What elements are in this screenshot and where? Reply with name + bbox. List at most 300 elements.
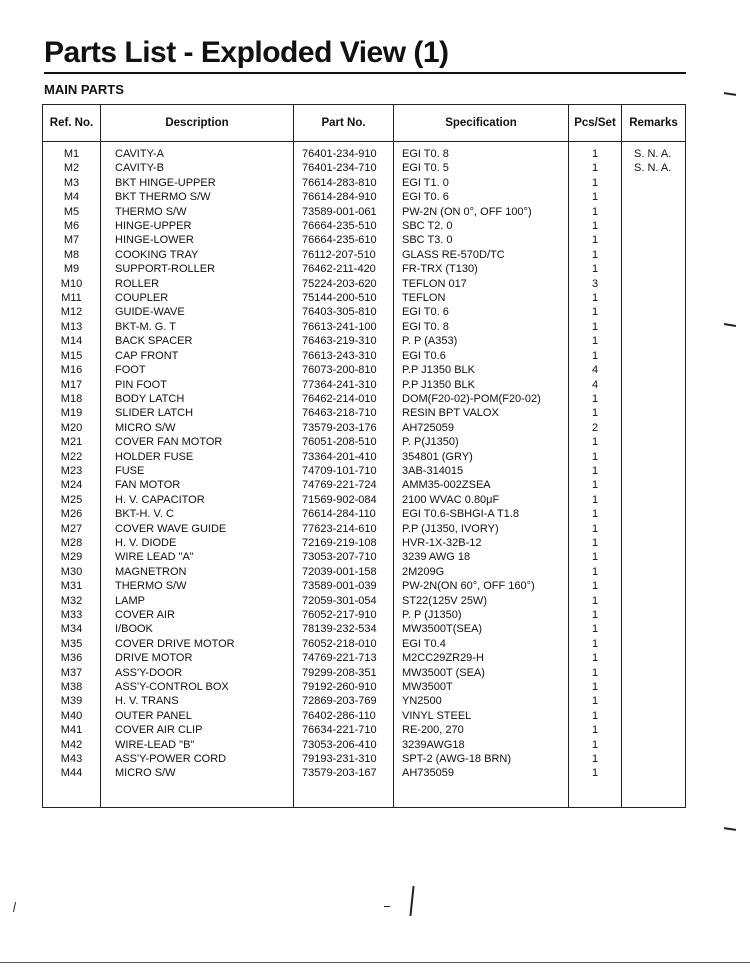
cell-specification: 2100 WVAC 0.80μF (394, 493, 569, 507)
cell-specification: EGI T0.6 (394, 349, 569, 363)
cell-specification: M2CC29ZR29-H (394, 651, 569, 665)
cell-pcs-set: 1 (569, 536, 622, 550)
cell-ref-no: M33 (43, 608, 101, 622)
header-specification: Specification (394, 105, 569, 142)
cell-remarks (622, 622, 686, 636)
table-row (43, 378, 686, 392)
cell-ref-no: M34 (43, 622, 101, 636)
cell-description: LAMP (101, 594, 294, 608)
cell-ref-no: M28 (43, 536, 101, 550)
table-row (43, 334, 686, 348)
cell-specification: SBC T2. 0 (394, 219, 569, 233)
table-header-row (43, 105, 686, 142)
cell-description: THERMO S/W (101, 205, 294, 219)
cell-description: BKT THERMO S/W (101, 190, 294, 204)
cell-specification: P.P J1350 BLK (394, 363, 569, 377)
cell-specification: VINYL STEEL (394, 709, 569, 723)
spacer-cell (622, 781, 686, 808)
page-bottom-rule (0, 962, 750, 963)
cell-ref-no: M24 (43, 478, 101, 492)
table-row (43, 291, 686, 305)
cell-remarks (622, 608, 686, 622)
cell-ref-no: M3 (43, 176, 101, 190)
cell-description: H. V. CAPACITOR (101, 493, 294, 507)
cell-specification: EGI T0.6-SBHGI-A T1.8 (394, 507, 569, 521)
cell-part-no: 75144-200-510 (294, 291, 394, 305)
cell-description: COVER FAN MOTOR (101, 435, 294, 449)
cell-specification: DOM(F20-02)-POM(F20-02) (394, 392, 569, 406)
cell-pcs-set: 1 (569, 709, 622, 723)
table-row (43, 320, 686, 334)
cell-description: COVER WAVE GUIDE (101, 522, 294, 536)
spacer-cell (294, 781, 394, 808)
cell-remarks (622, 565, 686, 579)
cell-part-no: 79299-208-351 (294, 666, 394, 680)
cell-part-no: 72169-219-108 (294, 536, 394, 550)
cell-pcs-set: 1 (569, 579, 622, 593)
table-row (43, 205, 686, 219)
cell-pcs-set: 1 (569, 478, 622, 492)
cell-ref-no: M41 (43, 723, 101, 737)
cell-pcs-set: 1 (569, 550, 622, 564)
cell-part-no: 76402-286-110 (294, 709, 394, 723)
cell-remarks (622, 594, 686, 608)
cell-specification: 354801 (GRY) (394, 450, 569, 464)
cell-part-no: 76462-214-010 (294, 392, 394, 406)
cell-specification: SPT-2 (AWG-18 BRN) (394, 752, 569, 766)
table-row (43, 176, 686, 190)
table-row (43, 233, 686, 247)
cell-part-no: 72039-001-158 (294, 565, 394, 579)
cell-pcs-set: 1 (569, 349, 622, 363)
cell-description: H. V. TRANS (101, 694, 294, 708)
cell-part-no: 76614-284-110 (294, 507, 394, 521)
cell-part-no: 76462-211-420 (294, 262, 394, 276)
cell-part-no: 76051-208-510 (294, 435, 394, 449)
table-row (43, 637, 686, 651)
cell-part-no: 74709-101-710 (294, 464, 394, 478)
cell-part-no: 76463-218-710 (294, 406, 394, 420)
cell-specification: MW3500T (SEA) (394, 666, 569, 680)
cell-pcs-set: 1 (569, 406, 622, 420)
cell-remarks (622, 680, 686, 694)
cell-remarks (622, 406, 686, 420)
cell-part-no: 73589-001-061 (294, 205, 394, 219)
cell-remarks (622, 666, 686, 680)
cell-part-no: 71569-902-084 (294, 493, 394, 507)
cell-remarks (622, 205, 686, 219)
cell-remarks (622, 349, 686, 363)
cell-pcs-set: 1 (569, 435, 622, 449)
cell-part-no: 73053-206-410 (294, 738, 394, 752)
cell-remarks (622, 190, 686, 204)
cell-ref-no: M36 (43, 651, 101, 665)
cell-specification: EGI T0.4 (394, 637, 569, 651)
cell-part-no: 76052-217-910 (294, 608, 394, 622)
section-heading: MAIN PARTS (44, 82, 124, 97)
table-row (43, 622, 686, 636)
cell-part-no: 76403-305-810 (294, 305, 394, 319)
table-row (43, 349, 686, 363)
cell-specification: AMM35-002ZSEA (394, 478, 569, 492)
cell-part-no: 73579-203-176 (294, 421, 394, 435)
cell-part-no: 76664-235-510 (294, 219, 394, 233)
cell-description: THERMO S/W (101, 579, 294, 593)
cell-part-no: 76664-235-610 (294, 233, 394, 247)
header-pcs-set: Pcs/Set (569, 105, 622, 142)
table-row (43, 651, 686, 665)
cell-part-no: 76613-241-100 (294, 320, 394, 334)
table-row (43, 142, 686, 162)
table-row (43, 406, 686, 420)
cell-ref-no: M8 (43, 248, 101, 262)
cell-pcs-set: 1 (569, 219, 622, 233)
cell-specification: ST22(125V 25W) (394, 594, 569, 608)
cell-specification: TEFLON 017 (394, 277, 569, 291)
cell-remarks (622, 464, 686, 478)
spacer-cell (394, 781, 569, 808)
cell-pcs-set: 1 (569, 190, 622, 204)
cell-remarks (622, 320, 686, 334)
cell-description: HINGE-LOWER (101, 233, 294, 247)
page-title: Parts List - Exploded View (1) (44, 36, 449, 69)
table-row (43, 536, 686, 550)
cell-description: FOOT (101, 363, 294, 377)
cell-part-no: 74769-221-713 (294, 651, 394, 665)
table-row (43, 680, 686, 694)
scan-mark (724, 92, 736, 96)
table-row (43, 435, 686, 449)
table-row (43, 248, 686, 262)
cell-pcs-set: 4 (569, 363, 622, 377)
scan-mark (724, 323, 736, 327)
cell-pcs-set: 1 (569, 161, 622, 175)
cell-part-no: 79192-260-910 (294, 680, 394, 694)
cell-remarks (622, 277, 686, 291)
cell-pcs-set: 1 (569, 450, 622, 464)
cell-specification: MW3500T (394, 680, 569, 694)
cell-pcs-set: 1 (569, 334, 622, 348)
cell-pcs-set: 1 (569, 464, 622, 478)
cell-ref-no: M32 (43, 594, 101, 608)
cell-ref-no: M37 (43, 666, 101, 680)
cell-description: SLIDER LATCH (101, 406, 294, 420)
cell-part-no: 76401-234-910 (294, 142, 394, 162)
cell-ref-no: M27 (43, 522, 101, 536)
cell-ref-no: M42 (43, 738, 101, 752)
cell-ref-no: M40 (43, 709, 101, 723)
cell-pcs-set: 1 (569, 666, 622, 680)
cell-remarks (622, 363, 686, 377)
cell-specification: AH735059 (394, 766, 569, 780)
table-end-spacer (43, 781, 686, 808)
cell-part-no: 76613-243-310 (294, 349, 394, 363)
cell-part-no: 76052-218-010 (294, 637, 394, 651)
table-row (43, 594, 686, 608)
cell-description: BODY LATCH (101, 392, 294, 406)
cell-description: COOKING TRAY (101, 248, 294, 262)
cell-description: COUPLER (101, 291, 294, 305)
cell-ref-no: M14 (43, 334, 101, 348)
cell-remarks (622, 392, 686, 406)
table-row (43, 392, 686, 406)
cell-ref-no: M10 (43, 277, 101, 291)
table-row (43, 277, 686, 291)
cell-description: ASS'Y-DOOR (101, 666, 294, 680)
cell-description: BKT-H. V. C (101, 507, 294, 521)
cell-description: FAN MOTOR (101, 478, 294, 492)
cell-pcs-set: 1 (569, 680, 622, 694)
table-row (43, 305, 686, 319)
cell-part-no: 79193-231-310 (294, 752, 394, 766)
cell-remarks (622, 233, 686, 247)
cell-part-no: 73589-001-039 (294, 579, 394, 593)
cell-description: BKT HINGE-UPPER (101, 176, 294, 190)
cell-remarks (622, 493, 686, 507)
cell-specification: PW-2N (ON 0°, OFF 100°) (394, 205, 569, 219)
cell-part-no: 76073-200-810 (294, 363, 394, 377)
header-ref-no: Ref. No. (43, 105, 101, 142)
cell-pcs-set: 1 (569, 752, 622, 766)
cell-description: MICRO S/W (101, 766, 294, 780)
cell-ref-no: M21 (43, 435, 101, 449)
cell-remarks (622, 766, 686, 780)
cell-part-no: 72869-203-769 (294, 694, 394, 708)
table-row (43, 738, 686, 752)
cell-remarks (622, 378, 686, 392)
cell-remarks (622, 752, 686, 766)
cell-specification: FR-TRX (T130) (394, 262, 569, 276)
cell-description: PIN FOOT (101, 378, 294, 392)
cell-ref-no: M31 (43, 579, 101, 593)
table-row (43, 709, 686, 723)
cell-pcs-set: 1 (569, 637, 622, 651)
spacer-cell (43, 781, 101, 808)
table-row (43, 478, 686, 492)
title-underline (44, 72, 686, 74)
cell-pcs-set: 1 (569, 738, 622, 752)
table-row (43, 666, 686, 680)
cell-specification: 2M209G (394, 565, 569, 579)
table-row (43, 579, 686, 593)
cell-specification: P.P J1350 BLK (394, 378, 569, 392)
table-row (43, 493, 686, 507)
cell-description: HOLDER FUSE (101, 450, 294, 464)
cell-description: HINGE-UPPER (101, 219, 294, 233)
cell-ref-no: M39 (43, 694, 101, 708)
cell-description: GUIDE-WAVE (101, 305, 294, 319)
cell-pcs-set: 1 (569, 205, 622, 219)
cell-remarks (622, 694, 686, 708)
cell-pcs-set: 1 (569, 522, 622, 536)
cell-pcs-set: 1 (569, 694, 622, 708)
table-row (43, 507, 686, 521)
cell-specification: P.P (J1350, IVORY) (394, 522, 569, 536)
cell-specification: EGI T0. 8 (394, 142, 569, 162)
cell-remarks (622, 435, 686, 449)
cell-specification: 3239AWG18 (394, 738, 569, 752)
cell-specification: SBC T3. 0 (394, 233, 569, 247)
cell-pcs-set: 1 (569, 320, 622, 334)
table-row (43, 219, 686, 233)
cell-ref-no: M7 (43, 233, 101, 247)
cell-ref-no: M44 (43, 766, 101, 780)
header-part-no: Part No. (294, 105, 394, 142)
cell-description: CAP FRONT (101, 349, 294, 363)
cell-specification: EGI T1. 0 (394, 176, 569, 190)
cell-description: H. V. DIODE (101, 536, 294, 550)
cell-remarks (622, 450, 686, 464)
cell-remarks (622, 637, 686, 651)
cell-ref-no: M11 (43, 291, 101, 305)
cell-description: MAGNETRON (101, 565, 294, 579)
cell-ref-no: M20 (43, 421, 101, 435)
cell-description: WIRE-LEAD "B" (101, 738, 294, 752)
cell-ref-no: M1 (43, 142, 101, 162)
cell-part-no: 73053-207-710 (294, 550, 394, 564)
cell-part-no: 73579-203-167 (294, 766, 394, 780)
cell-description: ROLLER (101, 277, 294, 291)
cell-description: OUTER PANEL (101, 709, 294, 723)
cell-ref-no: M9 (43, 262, 101, 276)
scan-mark (724, 827, 736, 831)
cell-specification: EGI T0. 6 (394, 305, 569, 319)
cell-remarks (622, 651, 686, 665)
cell-remarks (622, 522, 686, 536)
table-row (43, 752, 686, 766)
cell-remarks (622, 478, 686, 492)
cell-description: WIRE LEAD "A" (101, 550, 294, 564)
table-row (43, 766, 686, 780)
cell-ref-no: M13 (43, 320, 101, 334)
cell-ref-no: M19 (43, 406, 101, 420)
cell-remarks (622, 305, 686, 319)
cell-specification: AH725059 (394, 421, 569, 435)
cell-pcs-set: 4 (569, 378, 622, 392)
cell-pcs-set: 1 (569, 392, 622, 406)
cell-pcs-set: 1 (569, 507, 622, 521)
cell-pcs-set: 1 (569, 291, 622, 305)
cell-pcs-set: 3 (569, 277, 622, 291)
header-remarks: Remarks (622, 105, 686, 142)
cell-description: ASS'Y-POWER CORD (101, 752, 294, 766)
cell-ref-no: M25 (43, 493, 101, 507)
table-row (43, 550, 686, 564)
scan-mark (13, 902, 16, 912)
cell-specification: EGI T0. 5 (394, 161, 569, 175)
cell-ref-no: M6 (43, 219, 101, 233)
cell-remarks (622, 550, 686, 564)
cell-part-no: 77623-214-610 (294, 522, 394, 536)
cell-pcs-set: 1 (569, 248, 622, 262)
cell-specification: P. P (A353) (394, 334, 569, 348)
cell-remarks (622, 723, 686, 737)
cell-ref-no: M35 (43, 637, 101, 651)
cell-description: I/BOOK (101, 622, 294, 636)
cell-pcs-set: 1 (569, 594, 622, 608)
cell-pcs-set: 1 (569, 723, 622, 737)
spacer-cell (569, 781, 622, 808)
cell-specification: YN2500 (394, 694, 569, 708)
cell-specification: RESIN BPT VALOX (394, 406, 569, 420)
cell-remarks: S. N. A. (622, 142, 686, 162)
cell-part-no: 76112-207-510 (294, 248, 394, 262)
cell-ref-no: M18 (43, 392, 101, 406)
table-row (43, 450, 686, 464)
cell-specification: HVR-1X-32B-12 (394, 536, 569, 550)
cell-remarks (622, 709, 686, 723)
cell-pcs-set: 1 (569, 622, 622, 636)
cell-pcs-set: 1 (569, 233, 622, 247)
cell-description: COVER AIR CLIP (101, 723, 294, 737)
table-row (43, 190, 686, 204)
cell-remarks (622, 219, 686, 233)
cell-description: FUSE (101, 464, 294, 478)
table-row (43, 522, 686, 536)
cell-part-no: 73364-201-410 (294, 450, 394, 464)
cell-specification: 3AB-314015 (394, 464, 569, 478)
cell-specification: TEFLON (394, 291, 569, 305)
cell-remarks (622, 262, 686, 276)
cell-remarks (622, 176, 686, 190)
cell-remarks (622, 738, 686, 752)
cell-remarks (622, 579, 686, 593)
cell-specification: EGI T0. 6 (394, 190, 569, 204)
cell-pcs-set: 1 (569, 766, 622, 780)
cell-pcs-set: 2 (569, 421, 622, 435)
cell-pcs-set: 1 (569, 262, 622, 276)
cell-part-no: 76614-284-910 (294, 190, 394, 204)
table-row (43, 262, 686, 276)
cell-ref-no: M12 (43, 305, 101, 319)
cell-remarks (622, 291, 686, 305)
table-row (43, 421, 686, 435)
cell-specification: MW3500T(SEA) (394, 622, 569, 636)
table-row (43, 565, 686, 579)
cell-ref-no: M2 (43, 161, 101, 175)
cell-specification: EGI T0. 8 (394, 320, 569, 334)
table-row (43, 608, 686, 622)
table-row (43, 363, 686, 377)
scan-mark (384, 906, 390, 907)
cell-ref-no: M22 (43, 450, 101, 464)
cell-ref-no: M5 (43, 205, 101, 219)
cell-ref-no: M26 (43, 507, 101, 521)
cell-pcs-set: 1 (569, 565, 622, 579)
cell-pcs-set: 1 (569, 608, 622, 622)
cell-part-no: 76634-221-710 (294, 723, 394, 737)
cell-part-no: 76401-234-710 (294, 161, 394, 175)
cell-remarks: S. N. A. (622, 161, 686, 175)
header-description: Description (101, 105, 294, 142)
cell-remarks (622, 507, 686, 521)
cell-description: COVER DRIVE MOTOR (101, 637, 294, 651)
cell-part-no: 76614-283-810 (294, 176, 394, 190)
cell-description: DRIVE MOTOR (101, 651, 294, 665)
cell-ref-no: M29 (43, 550, 101, 564)
parts-table (42, 104, 686, 808)
cell-description: MICRO S/W (101, 421, 294, 435)
cell-part-no: 76463-219-310 (294, 334, 394, 348)
cell-part-no: 78139-232-534 (294, 622, 394, 636)
parts-table-body (43, 142, 686, 808)
cell-pcs-set: 1 (569, 651, 622, 665)
cell-ref-no: M30 (43, 565, 101, 579)
cell-description: COVER AIR (101, 608, 294, 622)
cell-part-no: 75224-203-620 (294, 277, 394, 291)
cell-specification: P. P (J1350) (394, 608, 569, 622)
table-row (43, 694, 686, 708)
